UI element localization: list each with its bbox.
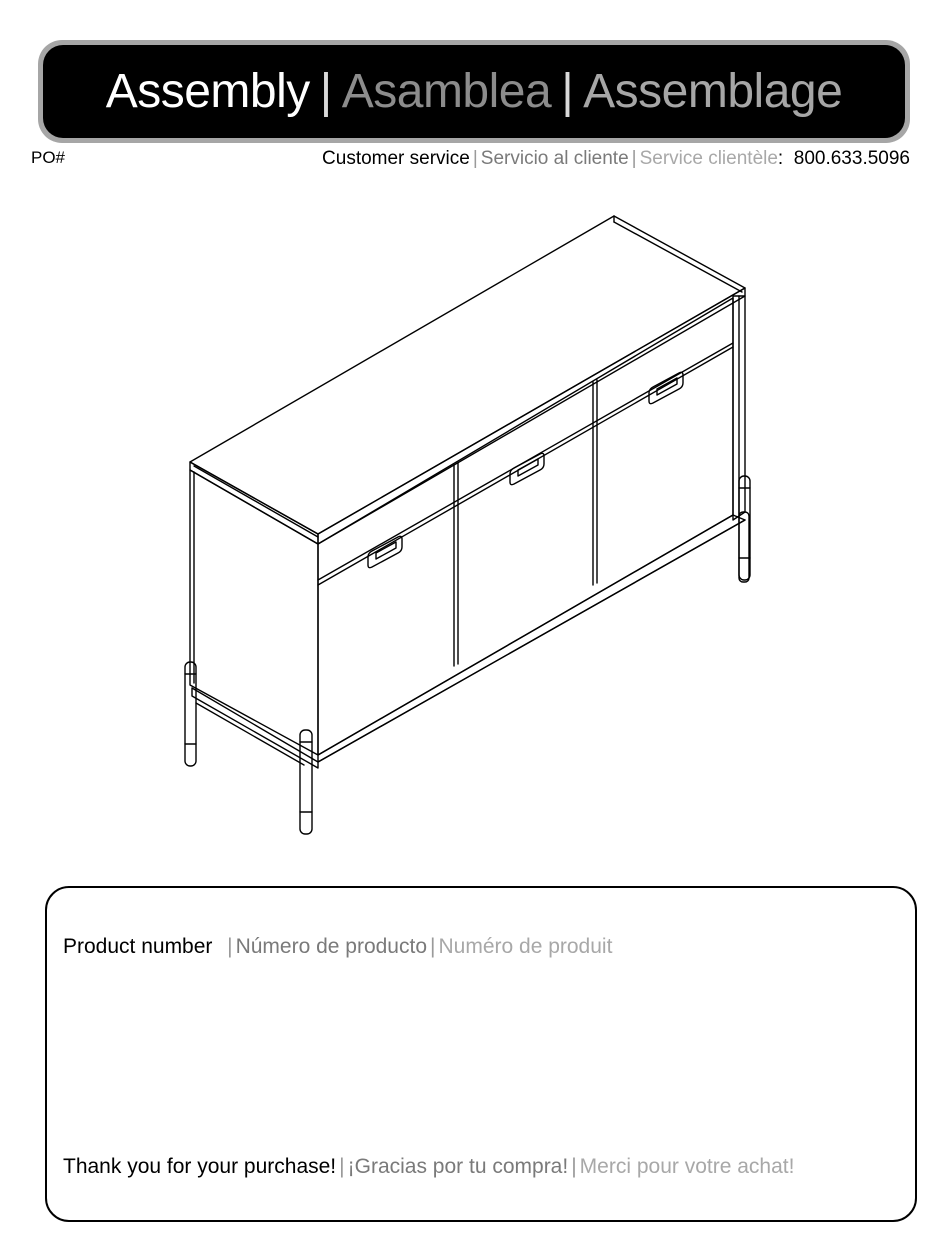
thank-you-line [63, 1155, 794, 1179]
title-separator: | [561, 65, 574, 118]
customer-service-spanish: Servicio al cliente [480, 148, 629, 169]
customer-service-separator: | [472, 148, 478, 169]
customer-service-english: Customer service [322, 148, 470, 169]
thank-you-french: Merci pour votre achat! [579, 1155, 795, 1178]
product-number-french: Numéro de produit [438, 935, 613, 958]
product-info-box [45, 886, 917, 1222]
thank-you-separator: | [339, 1155, 345, 1178]
sideboard-cabinet-drawing [0, 200, 950, 850]
po-number-label: PO# [31, 148, 66, 167]
thank-you-english: Thank you for your purchase! [63, 1155, 337, 1178]
customer-service-separator: | [631, 148, 637, 169]
thank-you-separator: | [571, 1155, 577, 1178]
title-banner [38, 40, 910, 143]
customer-service-french: Service clientèle [639, 148, 778, 169]
customer-service-colon: : [777, 148, 784, 169]
title-separator: | [319, 65, 332, 118]
product-number-separator: | [430, 935, 436, 958]
title-banner-inner [43, 45, 905, 138]
product-number-separator: | [227, 935, 233, 958]
customer-service-line [322, 148, 910, 170]
product-number-line [63, 935, 612, 959]
title-french: Assemblage [583, 65, 843, 118]
title-english: Assembly [105, 65, 310, 118]
thank-you-spanish: ¡Gracias por tu compra! [347, 1155, 569, 1178]
customer-service-phone: 800.633.5096 [793, 148, 910, 169]
title-spanish: Asamblea [341, 65, 552, 118]
product-number-spanish: Número de producto [235, 935, 428, 958]
product-number-english: Product number [63, 935, 213, 958]
